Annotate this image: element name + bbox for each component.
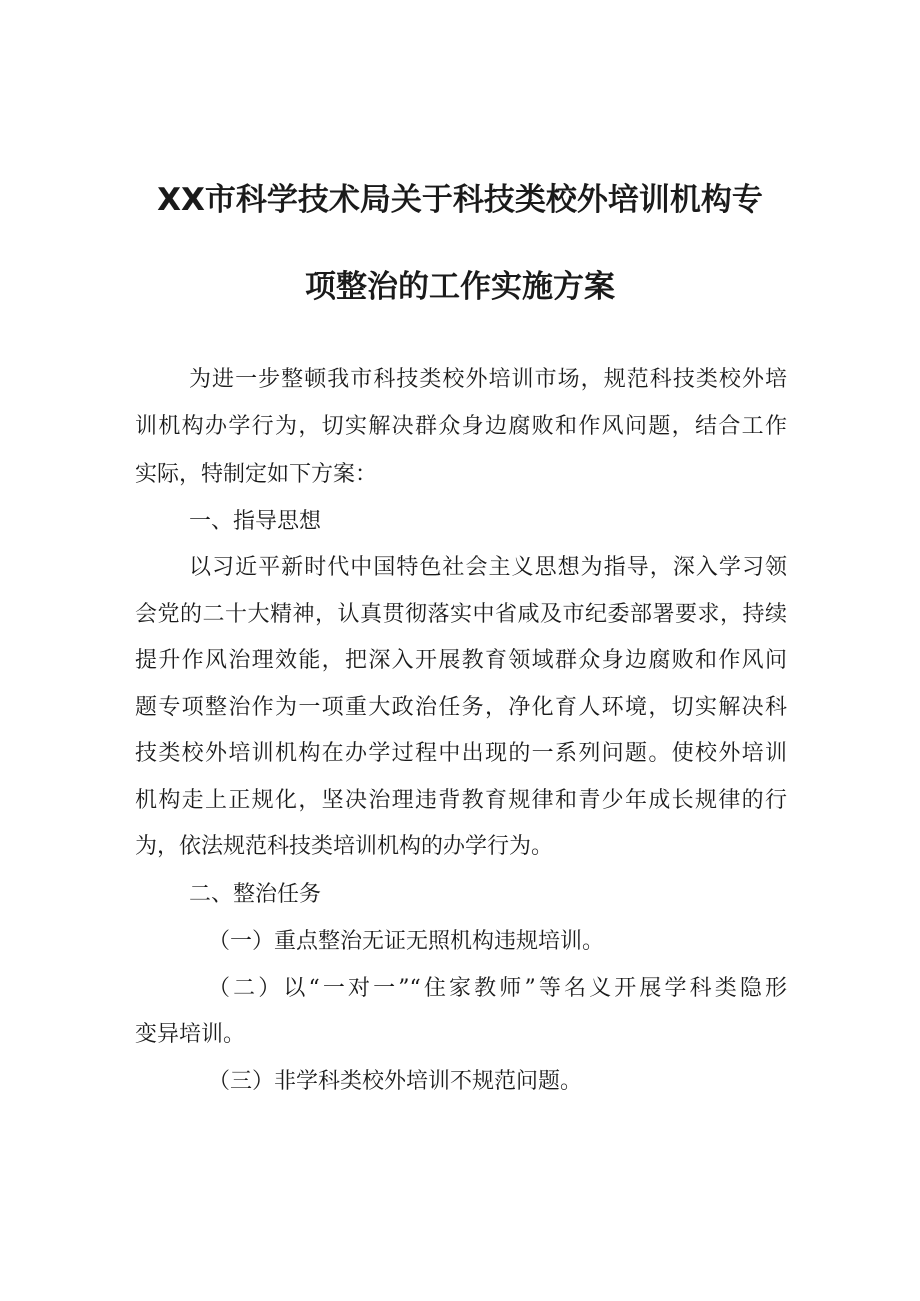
section-1-body-line-5: 技类校外培训机构在办学过程中出现的一系列问题。使校外培训 [135, 741, 787, 766]
document-title-line-1: XX市科学技术局关于科技类校外培训机构专 [157, 182, 763, 218]
task-3: （三）非学科类校外培训不规范问题。 [208, 1069, 583, 1094]
section-2-heading: 二、整治任务 [189, 882, 322, 907]
task-1: （一）重点整治无证无照机构违规培训。 [208, 929, 605, 954]
intro-paragraph-line-1: 为进一步整顿我市科技类校外培训市场，规范科技类校外培 [189, 367, 787, 392]
intro-paragraph-line-2: 训机构办学行为，切实解决群众身边腐败和作风问题，结合工作 [135, 414, 787, 439]
task-2-line-2: 变异培训。 [135, 1022, 246, 1047]
section-1-heading: 一、指导思想 [189, 509, 322, 534]
task-2-line-1: （二）以“一对一”“住家教师”等名义开展学科类隐形 [208, 976, 787, 1001]
section-1-body-line-6: 机构走上正规化，坚决治理违背教育规律和青少年成长规律的行 [135, 788, 787, 813]
section-1-body-line-2: 会党的二十大精神，认真贯彻落实中省咸及市纪委部署要求，持续 [135, 602, 787, 627]
section-1-body-line-1: 以习近平新时代中国特色社会主义思想为指导，深入学习领 [189, 555, 787, 580]
document-title-line-2: 项整治的工作实施方案 [305, 269, 615, 305]
section-1-body-line-7: 为，依法规范科技类培训机构的办学行为。 [135, 834, 554, 859]
section-1-body-line-3: 提升作风治理效能，把深入开展教育领域群众身边腐败和作风问 [135, 648, 787, 673]
intro-paragraph-line-3: 实际，特制定如下方案： [135, 462, 378, 487]
section-1-body-line-4: 题专项整治作为一项重大政治任务，净化育人环境，切实解决科 [135, 695, 787, 720]
